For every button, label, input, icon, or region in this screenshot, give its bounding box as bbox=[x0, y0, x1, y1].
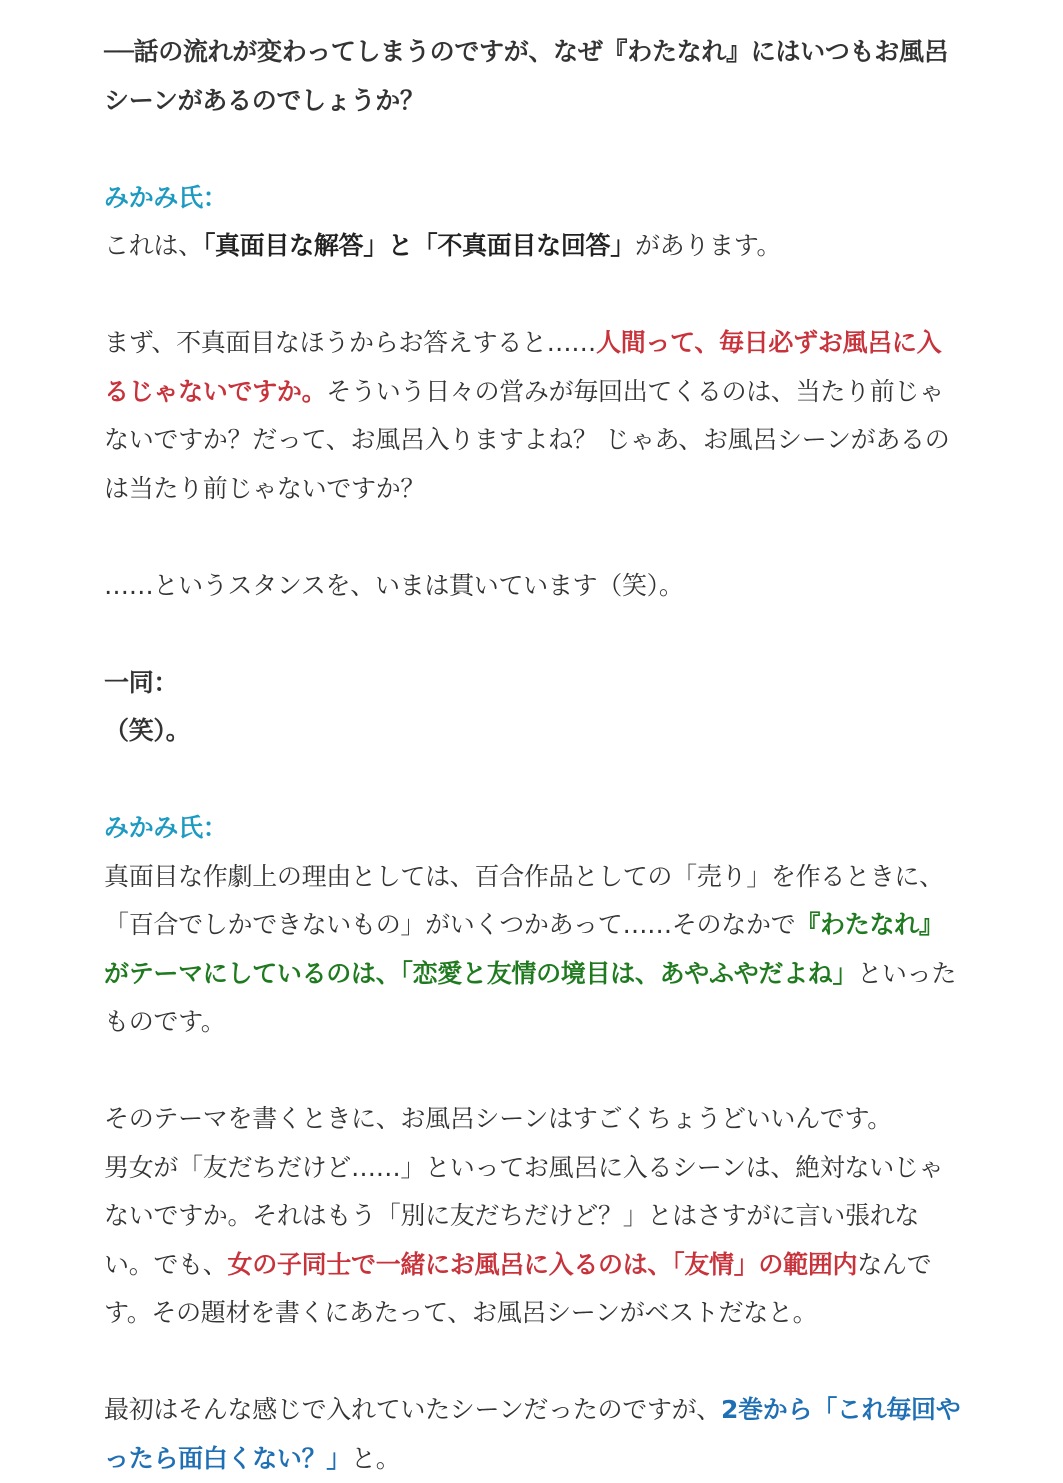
speaker-label-mikami: みかみ氏： bbox=[104, 182, 228, 212]
paragraph-gap bbox=[104, 610, 964, 659]
answer-paragraph-2 bbox=[104, 319, 964, 513]
answer-text: 最初はそんな感じで入れていたシーンだったのですが、 bbox=[104, 1395, 722, 1424]
paragraph-gap bbox=[104, 756, 964, 805]
paragraph-gap bbox=[104, 1338, 964, 1387]
answer-paragraph-1 bbox=[104, 222, 964, 271]
answer-text: これは、 bbox=[104, 231, 203, 260]
paragraph-gap bbox=[104, 1047, 964, 1096]
emphasis-green: 『わたなれ』がテーマにしているのは、「恋愛と友情の境目は、あやふやだよね」 bbox=[104, 910, 944, 988]
speaker-label-group: 一同： bbox=[104, 667, 179, 697]
speaker-label-mikami: みかみ氏： bbox=[104, 813, 228, 842]
answer-paragraph-5 bbox=[104, 1144, 964, 1338]
paragraph-gap bbox=[104, 513, 964, 562]
interview-article bbox=[104, 28, 964, 1483]
answer-text: まず、不真面目なほうからお答えすると…… bbox=[104, 328, 597, 357]
answer-text: そういう日々の営みが毎回出てくるのは、当たり前じゃないですか？だって、お風呂入りますよね？ じゃあ、お風呂シーンがあるのは当たり前じゃないですか？ bbox=[104, 376, 950, 503]
answer-text: があります。 bbox=[634, 231, 782, 260]
answer-text: といったものです。 bbox=[104, 958, 957, 1036]
group-reply: （笑）。 bbox=[104, 716, 191, 745]
answer-text: 男女が「友だちだけど……」といってお風呂に入るシーンは、絶対ないじゃないですか。それはもう「別に友だちだけど？」とはさすがに言い張れない。でも、 bbox=[104, 1152, 944, 1279]
emphasis-red: 人間って、毎日必ずお風呂に入るじゃないですか。 bbox=[104, 328, 942, 406]
answer-paragraph-5-line-1: そのテーマを書くときに、お風呂シーンはすごくちょうどいいんです。 bbox=[104, 1104, 892, 1133]
emphasis-unserious-answer: 「不真面目な回答」 bbox=[412, 231, 635, 260]
emphasis-serious-answer: 「真面目な解答」 bbox=[202, 231, 388, 260]
emphasis-red: 女の子同士で一緒にお風呂に入るのは、「友情」の範囲内 bbox=[227, 1249, 858, 1279]
paragraph-gap bbox=[104, 271, 964, 320]
answer-text: 真面目な作劇上の理由としては、百合作品としての「売り」を作るときに、「百合でしかできないもの」がいくつかあって……そのなかで bbox=[104, 861, 944, 939]
answer-text: と。 bbox=[351, 1443, 401, 1473]
answer-paragraph-6 bbox=[104, 1386, 964, 1483]
answer-paragraph-4 bbox=[104, 853, 964, 1047]
emphasis-connector: と bbox=[387, 231, 413, 260]
answer-paragraph-3: ……というスタンスを、いまは貫いています（笑）。 bbox=[104, 570, 684, 600]
interviewer-question: ──話の流れが変わってしまうのですが、なぜ『わたなれ』にはいつもお風呂シーンがあるのでしょうか？ bbox=[104, 37, 949, 115]
emphasis-blue: 2巻から「これ毎回やったら面白くない？」 bbox=[104, 1395, 961, 1473]
answer-text: なんです。その題材を書くにあたって、お風呂シーンがベストだなと。 bbox=[104, 1249, 932, 1327]
paragraph-gap bbox=[104, 125, 964, 174]
